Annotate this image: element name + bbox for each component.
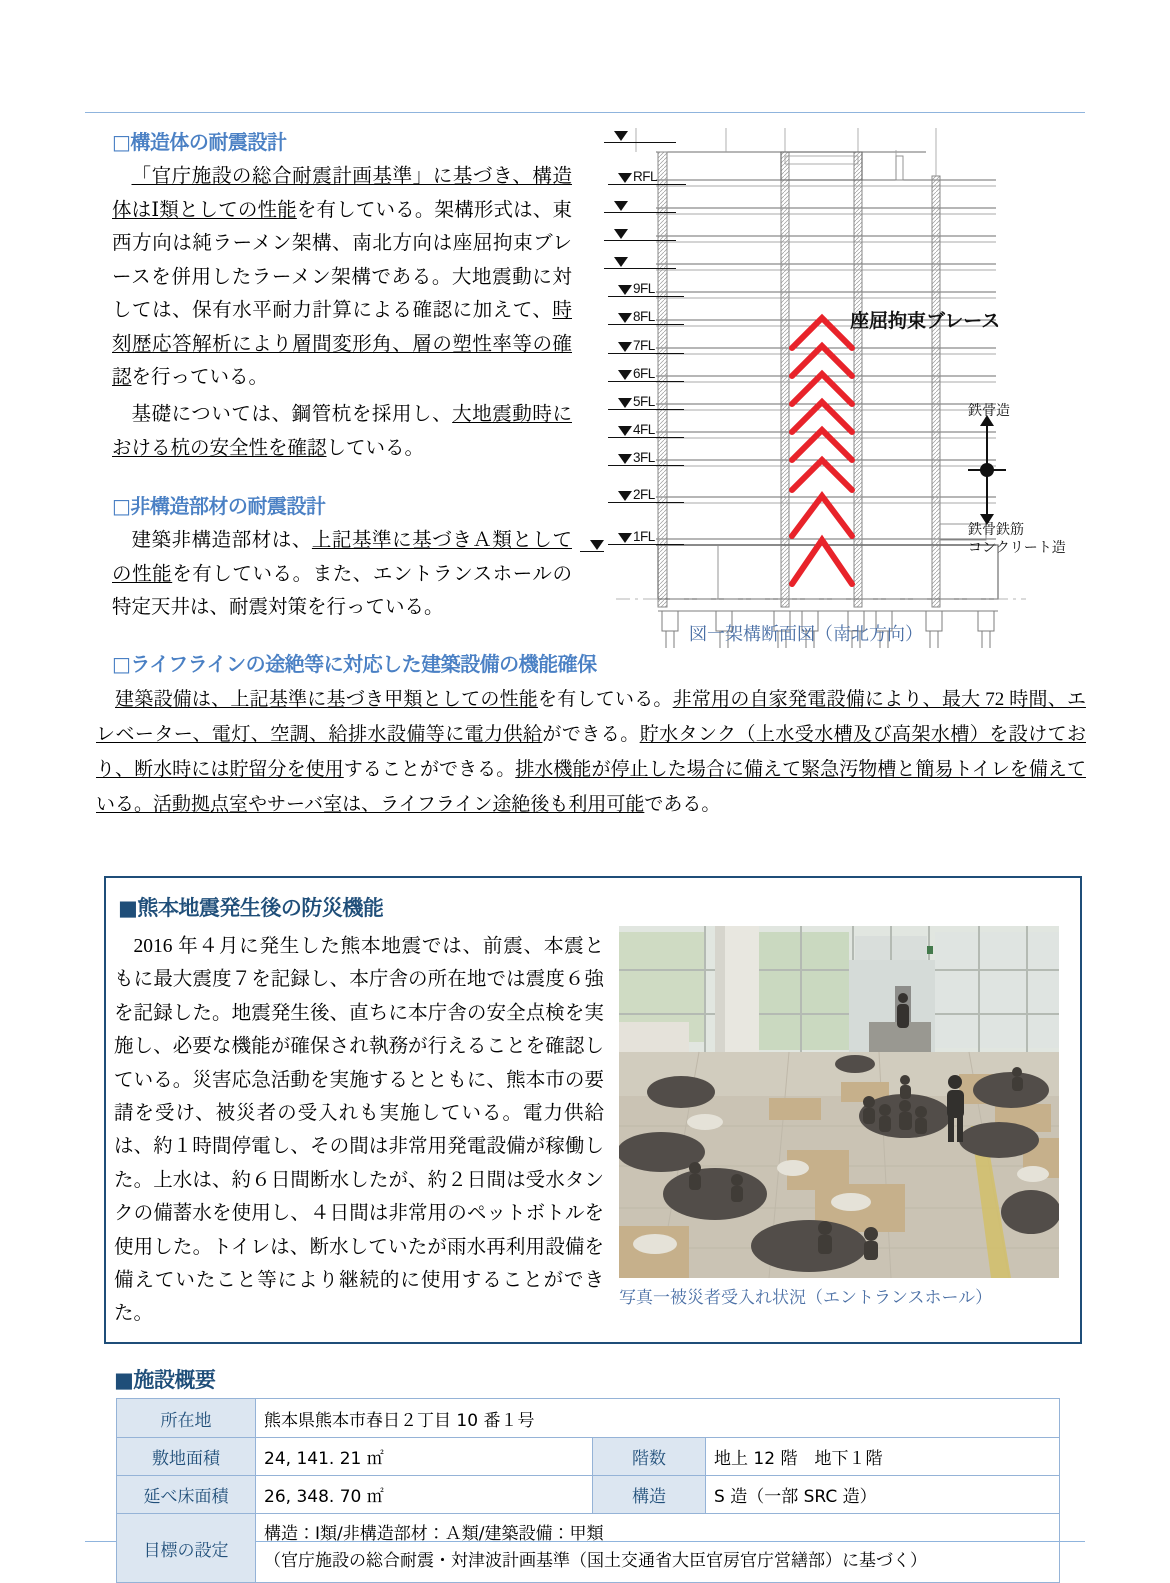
level-triangle-icon [618, 370, 632, 380]
heading-structural-seismic-design: □構造体の耐震設計 [112, 130, 287, 154]
heading-kumamoto-disaster-function: ■熊本地震発生後の防災機能 [118, 896, 384, 920]
kumamoto-body-text: 2016 年４月に発生した熊本地震では、前震、本震ともに最大震度７を記録し、本庁舎の所在地では震度６強を記録した。地震発生後、直ちに本庁舎の安全点検を実施し、必要な機能が確保され執務が行えることを確認している。災害応急活動を実施するとともに、熊本市の要請を受け、被災者の受入れも実施している。電力供給は、約１時間停電し、その間は非常用発電設備が稼働した。上水は、約６日間断水したが、約２日間は受水タンクの備蓄水を使用し、４日間は非常用のペットボトルを使用した。トイレは、断水していたが雨水再利用設備を備えていたこと等により継続的に使用することができた。 [114, 936, 604, 1325]
paragraph-lifeline: 建築設備は、上記基準に基づき甲類としての性能を有している。非常用の自家発電設備により、最大 72 時間、エレベーター、電灯、空調、給排水設備等に電力供給ができる。貯水タンク（上水受水槽及び高架水槽）を設けており、断水時には貯留分を使用することができる。排水機能が停止した場合に備えて緊急汚物槽と簡易トイレを備えている。活動拠点室やサーバ室は、ライフライン途絶後も利用可能である。 [96, 689, 1086, 815]
cell-label-location: 所在地 [117, 1399, 256, 1438]
level-triangle-icon [618, 533, 632, 543]
level-triangle-icon [614, 201, 628, 211]
structure-boundary-tick [968, 469, 1006, 471]
cell-value-structure: S 造（一部 SRC 造） [706, 1476, 1060, 1514]
level-triangle-icon [618, 454, 632, 464]
cell-value-total-floor-area: 26, 348. 70 ㎡ [256, 1476, 593, 1514]
photo-entrance-hall-evacuees [619, 926, 1059, 1278]
level-triangle-icon [590, 540, 604, 550]
building-section-svg [596, 124, 1086, 654]
structural-section-diagram: RFL 9FL 8FL 7FL 6FL 5FL 4FL 3FL 2FL 1FL [596, 124, 1086, 654]
cell-value-site-area: 24, 141. 21 ㎡ [256, 1438, 593, 1476]
level-triangle-icon [614, 229, 628, 239]
level-triangle-icon [618, 426, 632, 436]
photo-illustration [619, 926, 1059, 1278]
buckling-restrained-brace-marks [792, 318, 852, 584]
table-row-target-setting [117, 1514, 1060, 1583]
annotation-buckling-restrained-brace: 座屈拘束ブレース [850, 310, 1001, 332]
facility-overview-table [116, 1398, 1060, 1583]
cell-value-location: 熊本県熊本市春日２丁目 10 番１号 [256, 1399, 1060, 1438]
level-triangle-icon [618, 398, 632, 408]
paragraph-structural-1: 「官庁施設の総合耐震計画基準」に基づき、構造体はⅠ類としての性能を有している。架構形式は、東西方向は純ラーメン架構、南北方向は座屈拘束ブレースを併用したラーメン架構である。大地震動に対しては、保有水平耐力計算による確認に加えて、時刻歴応答解析により層間変形角、層の塑性率等の確認を行っている。 [112, 166, 572, 388]
cell-label-site-area: 敷地面積 [117, 1438, 256, 1476]
table-row-site-area [117, 1438, 1060, 1476]
annotation-src-line2: コンクリート造 [968, 540, 1066, 556]
annotation-src-line1: 鉄骨鉄筋 [968, 522, 1024, 538]
top-divider-rule [85, 112, 1085, 113]
cell-label-floors: 階数 [593, 1438, 706, 1476]
level-triangle-icon [618, 173, 632, 183]
table-row-location [117, 1399, 1060, 1438]
level-triangle-icon [614, 131, 628, 141]
paragraph-nonstructural: 建築非構造部材は、上記基準に基づきＡ類としての性能を有している。また、エントランスホールの特定天井は、耐震対策を行っている。 [112, 530, 572, 618]
photo-caption: 写真一被災者受入れ状況（エントランスホール） [619, 1288, 993, 1308]
paragraph-structural-2: 基礎については、鋼管杭を採用し、大地震動時における杭の安全性を確認している。 [112, 404, 572, 459]
annotation-src-structure [968, 521, 1066, 557]
target-line-1: 構造：Ⅰ類/非構造部材：Ａ類/建築設備：甲類 [264, 1524, 604, 1544]
cell-value-floors: 地上 12 階 地下１階 [706, 1438, 1060, 1476]
heading-lifeline-building-equipment: □ライフラインの途絶等に対応した建築設備の機能確保 [112, 652, 597, 676]
paragraph-kumamoto [114, 930, 604, 1331]
cell-label-structure: 構造 [593, 1476, 706, 1514]
level-triangle-icon [618, 285, 632, 295]
level-triangle-icon [618, 313, 632, 323]
figure-caption: 図一架構断面図（南北方向） [689, 624, 923, 645]
level-triangle-icon [618, 342, 632, 352]
annotation-steel-structure: 鉄骨造 [968, 403, 1010, 419]
target-line-2: （官庁施設の総合耐震・対津波計画基準（国土交通省大臣官房官庁営繕部）に基づく） [264, 1551, 927, 1571]
heading-nonstructural-seismic-design: □非構造部材の耐震設計 [112, 494, 326, 518]
cell-label-total-floor-area: 延べ床面積 [117, 1476, 256, 1514]
cell-value-target-setting [256, 1514, 1060, 1583]
level-triangle-icon [614, 257, 628, 267]
cell-label-target-setting: 目標の設定 [117, 1514, 256, 1583]
heading-facility-overview: ■施設概要 [114, 1368, 216, 1392]
level-triangle-icon [618, 491, 632, 501]
table-row-total-floor-area [117, 1476, 1060, 1514]
